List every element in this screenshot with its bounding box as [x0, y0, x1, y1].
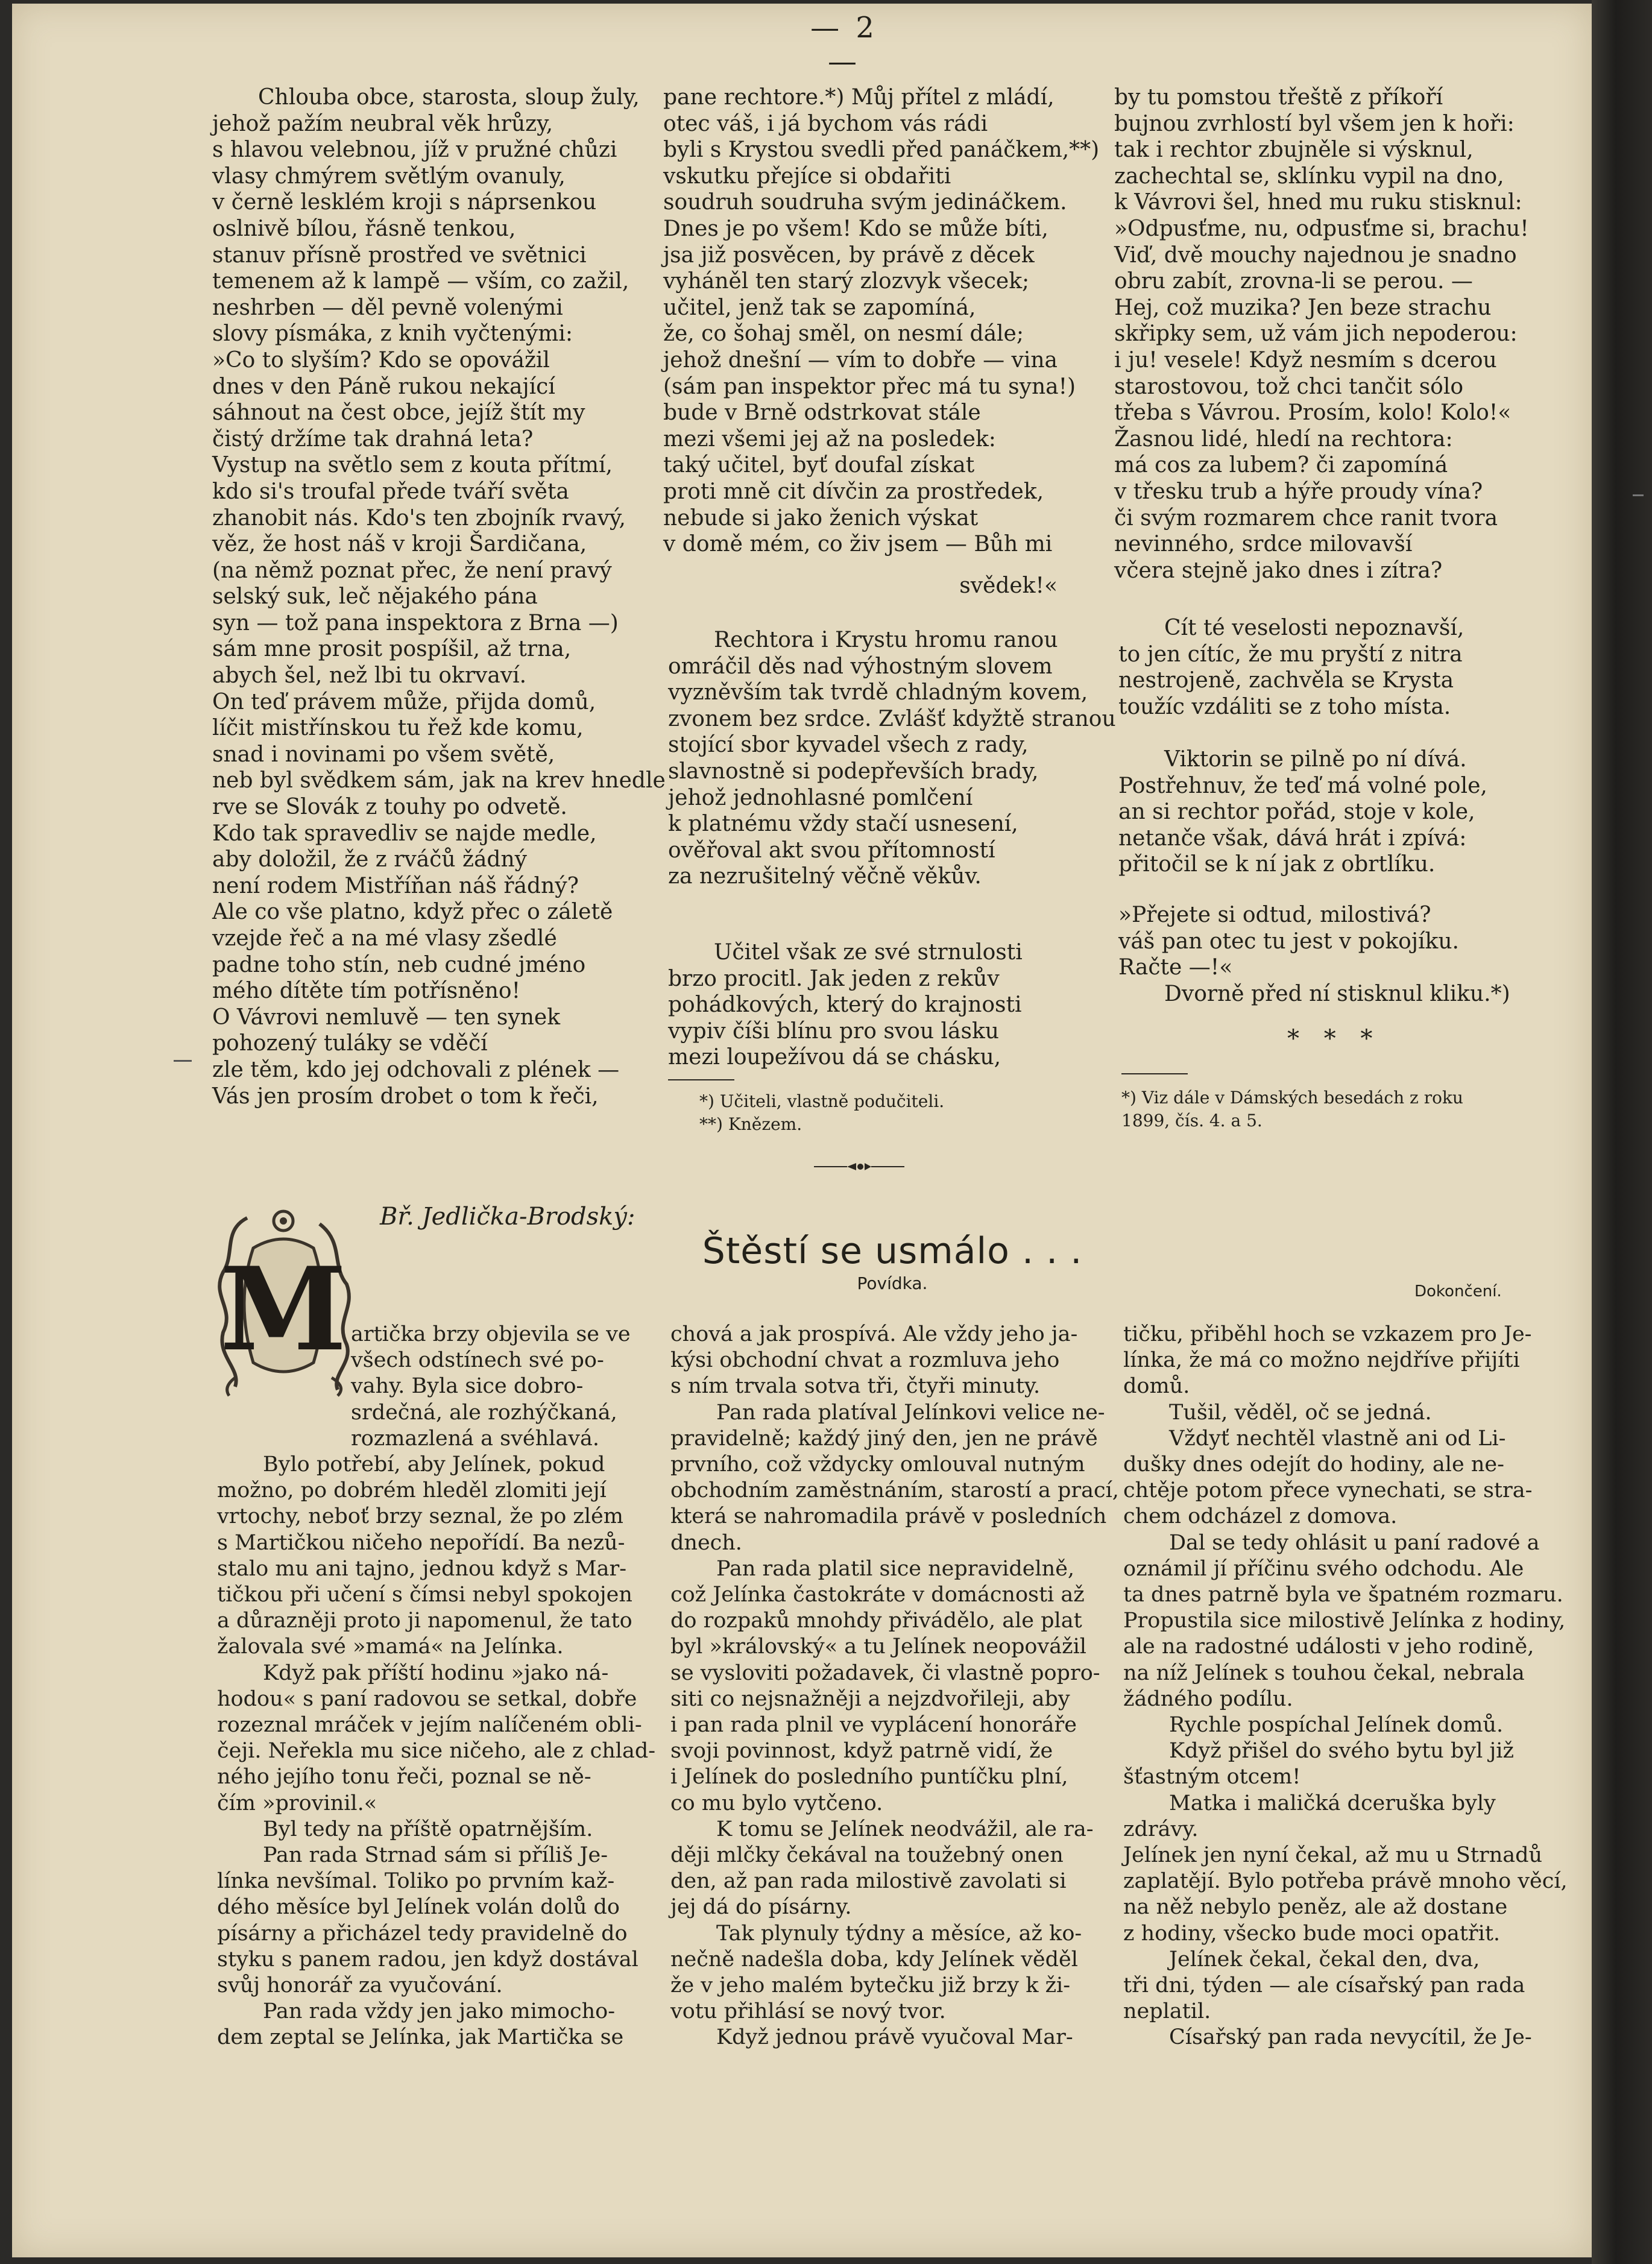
poem-column-2-footnotes — [699, 1090, 1061, 1136]
book-spine — [1592, 0, 1652, 2264]
text-line: váš pan otec tu jest v pokojíku. — [1118, 929, 1459, 954]
text-line: vypiv číši blínu pro svou lásku — [668, 1018, 999, 1044]
text-line: jehož pažím neubral věk hrůzy, — [212, 111, 553, 136]
text-line: jsa již posvěcen, by právě z děcek — [663, 242, 1035, 268]
text-line: stanuv přísně prostřed ve světnici — [212, 242, 587, 268]
text-line: žalovala své »mamá« na Jelínka. — [217, 1635, 564, 1659]
text-line: stojící sbor kyvadel všech z rady, — [668, 733, 1029, 758]
poem-column-2-end-word: svědek!« — [959, 573, 1058, 598]
text-line: na níž Jelínek s touhou čekal, nebrala — [1123, 1660, 1525, 1685]
text-line: včera stejně jako dnes i zítra? — [1114, 558, 1443, 583]
text-line: pohozený tuláky se vděčí — [212, 1031, 488, 1056]
text-line: ději mlčky čekával na toužebný onen — [670, 1843, 1064, 1868]
text-line: do rozpaků mnohdy přivádělo, ale plat — [670, 1609, 1082, 1633]
text-line: čím »provinil.« — [217, 1791, 377, 1815]
text-line: dem zeptal se Jelínka, jak Martička se — [217, 2025, 624, 2050]
poem-column-3-part-1 — [1114, 84, 1548, 584]
text-line: Císařský pan rada nevycítil, že Je- — [1169, 2025, 1532, 2050]
text-line: vzejde řeč a na mé vlasy zšedlé — [212, 926, 557, 951]
text-line: i Jelínek do posledního puntíčku plní, — [670, 1765, 1068, 1789]
text-line: padne toho stín, neb cudné jméno — [212, 952, 586, 977]
text-line: pane rechtore.*) Můj přítel z mládí, — [663, 85, 1055, 110]
text-line: mého dítěte tím potřísněno! — [212, 979, 521, 1004]
text-line: skřipky sem, už vám jich nepoderou: — [1114, 321, 1518, 347]
text-line: tak i rechtor zbujněle si výsknul, — [1114, 137, 1474, 163]
text-line: Když přišel do svého bytu byl již — [1169, 1739, 1514, 1764]
text-line: dého měsíce byl Jelínek volán dolů do — [217, 1895, 620, 1920]
text-line: slavnostně si podepřevších brady, — [668, 758, 1039, 784]
text-line: a důrazněji proto ji napomenul, že tato — [217, 1609, 632, 1633]
text-line: věz, že host náš v kroji Šardičana, — [212, 532, 587, 557]
text-line: Bylo potřebí, aby Jelínek, pokud — [263, 1452, 605, 1477]
text-line: (sám pan inspektor přec má tu syna!) — [663, 374, 1076, 399]
text-line: Hej, což muzika? Jen beze strachu — [1114, 295, 1492, 320]
text-line: oznámil jí příčinu svého odchodu. Ale — [1123, 1556, 1524, 1581]
text-line: v domě mém, co živ jsem — Bůh mi — [663, 532, 1053, 557]
text-line: nevinného, srdce milovavší — [1114, 532, 1413, 557]
text-line: s hlavou velebnou, jíž v pružné chůzi — [212, 137, 617, 163]
text-line: zvonem bez srdce. Zvlášť kdyžtě stranou — [668, 706, 1116, 731]
text-line: Kdo tak spravedliv se najde medle, — [212, 821, 597, 846]
text-line: »Co to slyším? Kdo se opovážil — [212, 347, 550, 373]
poem-column-3-part-3 — [1118, 746, 1553, 878]
footnote-rule-col2 — [668, 1079, 734, 1080]
text-line: k Vávrovi šel, hned mu ruku stisknul: — [1114, 190, 1522, 215]
text-line: Dal se tedy ohlásit u paní radové a — [1169, 1530, 1540, 1555]
text-line: byl »královský« a tu Jelínek neopovážil — [670, 1635, 1086, 1659]
text-line: Matka i maličká dceruška byly — [1169, 1791, 1496, 1815]
text-line: votu přihlásí se nový tvor. — [670, 1999, 946, 2024]
text-line: bude v Brně odstrkovat stále — [663, 400, 981, 426]
story-column-1-opening — [351, 1322, 640, 1452]
text-line: neplatil. — [1123, 1999, 1211, 2024]
story-title: Štěstí se usmálo . . . — [702, 1230, 1083, 1272]
text-line: pravidelně; každý jiný den, jen ne právě — [670, 1426, 1098, 1451]
text-line: Rychle pospíchal Jelínek domů. — [1169, 1713, 1504, 1738]
poem-column-3-part-4 — [1118, 902, 1553, 1007]
text-line: má cos za lubem? či zapomíná — [1114, 453, 1448, 478]
text-line: Cít té veselosti nepoznavší, — [1164, 616, 1464, 640]
story-column-3 — [1123, 1322, 1568, 2051]
text-line: toužíc vzdáliti se z toho místa. — [1118, 694, 1451, 719]
text-line: Pan rada platil sice nepravidelně, — [716, 1556, 1075, 1581]
text-line: že v jeho malém bytečku již brzy k ži- — [670, 1973, 1071, 1998]
text-line: Viktorin se pilně po ní dívá. — [1164, 747, 1467, 772]
text-line: Propustila sice milostivě Jelínka z hodiny, — [1123, 1609, 1566, 1633]
text-line: den, až pan rada milostivě zavolati si — [670, 1869, 1067, 1894]
text-line: pohádkových, který do krajnosti — [668, 992, 1022, 1018]
text-line: nečně nadešla doba, kdy Jelínek věděl — [670, 1947, 1078, 1972]
text-line: s Martičkou ničeho nepořídí. Ba nezů- — [217, 1530, 625, 1555]
text-line: přitočil se k ní jak z obrtlíku. — [1118, 852, 1436, 877]
text-line: jehož jednohlasné pomlčení — [668, 785, 973, 810]
text-line: byli s Krystou svedli před panáčkem,**) — [663, 137, 1100, 163]
text-line: že, co šohaj směl, on nesmí dále; — [663, 321, 1024, 347]
text-line: vyzněvším tak tvrdě chladným kovem, — [668, 680, 1088, 705]
text-line: selský suk, leč nějakého pána — [212, 584, 538, 610]
text-line: *) Učiteli, vlastně podučiteli. — [699, 1091, 945, 1111]
text-line: Pan rada vždy jen jako mimocho- — [263, 1999, 616, 2024]
text-line: svoji povinnost, když patrně vidí, že — [670, 1739, 1053, 1764]
text-line: vyháněl ten starý zlozvyk všecek; — [663, 269, 1030, 294]
text-line: možno, po dobrém hleděl zlomiti její — [217, 1478, 607, 1503]
text-line: třeba s Vávrou. Prosím, kolo! Kolo!« — [1114, 400, 1512, 426]
text-line: Jelínek čekal, čekal den, dva, — [1169, 1947, 1480, 1972]
text-line: Dvorně před ní stisknul kliku.*) — [1164, 981, 1510, 1006]
text-line: abych šel, než lbi tu okrvaví. — [212, 663, 527, 689]
text-line: hodou« s paní radovou se setkal, dobře — [217, 1686, 637, 1711]
text-line: Žasnou lidé, hledí na rechtora: — [1114, 426, 1453, 452]
text-line: není rodem Mistříňan náš řádný? — [212, 873, 579, 898]
text-line: ověřoval akt svou přítomností — [668, 837, 995, 863]
text-line: srdečná, ale rozhýčkaná, — [351, 1400, 617, 1425]
text-line: Vždyť nechtěl vlastně ani od Li- — [1169, 1426, 1506, 1451]
text-line: která se nahromadila právě v posledních — [670, 1504, 1107, 1529]
text-line: On teď právem může, přijda domů, — [212, 689, 596, 714]
text-line: jehož dnešní — vím to dobře — vina — [663, 347, 1058, 373]
text-line: rozmazlená a svéhlavá. — [351, 1426, 599, 1451]
text-line: dnech. — [670, 1530, 742, 1555]
text-line: oslnivě bílou, řásně tenkou, — [212, 216, 516, 241]
text-line: línka nevšímal. Toliko po prvním kaž- — [217, 1869, 615, 1894]
text-line: Chlouba obce, starosta, sloup žuly, — [258, 85, 640, 110]
text-line: zachechtal se, sklínku vypil na dno, — [1114, 163, 1504, 189]
text-line: otec váš, i já bychom vás rádi — [663, 111, 988, 136]
margin-mark — [174, 1060, 192, 1062]
text-line: žádného podílu. — [1123, 1686, 1293, 1711]
initial-letter: M — [219, 1242, 347, 1376]
text-line: chtěje potom přece vynechati, se stra- — [1123, 1478, 1533, 1503]
text-line: z hodiny, všecko bude moci opatřit. — [1123, 1921, 1501, 1946]
text-line: Vás jen prosím drobet o tom k řeči, — [212, 1083, 599, 1109]
text-line: (na němž poznat přec, že není pravý — [212, 558, 612, 583]
text-line: styku s panem radou, jen když dostával — [217, 1947, 638, 1972]
text-line: bujnou zvrhlostí byl všem jen k hoři: — [1114, 111, 1515, 136]
text-line: ta dnes patrně byla ve špatném rozmaru. — [1123, 1583, 1563, 1607]
text-line: tři dni, týden — ale císařský pan rada — [1123, 1973, 1525, 1998]
text-line: snad i novinami po všem světě, — [212, 742, 555, 767]
footnote-rule-col3 — [1121, 1073, 1188, 1074]
text-line: což Jelínka častokráte v domácnosti až — [670, 1583, 1085, 1607]
text-line: písárny a přicházel tedy pravidelně do — [217, 1921, 628, 1946]
text-line: syn — tož pana inspektora z Brna —) — [212, 610, 619, 635]
story-column-2 — [670, 1322, 1119, 2051]
section-stars: * * * — [1287, 1025, 1381, 1053]
text-line: Jelínek jen nyní čekal, až mu u Strnadů — [1123, 1843, 1543, 1868]
text-line: se vysloviti požadavek, či vlastně popro- — [670, 1660, 1100, 1685]
text-line: Tak plynuly týdny a měsíce, až ko- — [716, 1921, 1082, 1946]
text-line: zdrávy. — [1123, 1817, 1199, 1841]
poem-column-3-part-2 — [1118, 615, 1553, 720]
text-line: Rechtora i Krystu hromu ranou — [714, 628, 1058, 652]
text-line: i ju! vesele! Když nesmím s dcerou — [1114, 347, 1497, 373]
text-line: by tu pomstou třeště z příkoří — [1114, 85, 1443, 110]
text-line: zhanobit nás. Kdo's ten zbojník rvavý, — [212, 505, 626, 531]
text-line: Vystup na světlo sem z kouta přítmí, — [212, 453, 613, 478]
text-line: dušky dnes odejít do hodiny, ale ne- — [1123, 1452, 1504, 1477]
text-line: sám mne prosit pospíšil, až trna, — [212, 637, 572, 662]
text-line: vskutku přejíce si obdařiti — [663, 163, 951, 189]
text-line: či svým rozmarem chce ranit tvora — [1114, 505, 1498, 531]
text-line: Tušil, věděl, oč se jedná. — [1169, 1400, 1432, 1425]
text-line: Pan rada platíval Jelínkovi velice ne- — [716, 1400, 1105, 1425]
text-line: omráčil děs nad výhostným slovem — [668, 654, 1053, 679]
text-line: mezi loupežívou dá se chásku, — [668, 1045, 1001, 1070]
text-line: neshrben — děl pevně volenými — [212, 295, 563, 320]
story-subtitle: Povídka. — [857, 1273, 928, 1293]
text-line: stalo mu ani tajno, jednou když s Mar- — [217, 1556, 627, 1581]
text-line: tičkou při učení s čímsi nebyl spokojen — [217, 1583, 632, 1607]
text-line: chem odcházel z domova. — [1123, 1504, 1398, 1529]
text-line: kdo si's troufal přede tváří světa — [212, 479, 569, 504]
text-line: ale na radostné události v jeho rodině, — [1123, 1635, 1534, 1659]
poem-column-1 — [212, 84, 666, 1109]
text-line: učitel, jenž tak se zapomíná, — [663, 295, 976, 320]
text-line: i pan rada plnil ve vyplácení honoráře — [670, 1713, 1077, 1738]
text-line: Ale co vše platno, když přec o záletě — [212, 900, 613, 925]
margin-mark — [1633, 494, 1644, 496]
text-line: K tomu se Jelínek neodvážil, ale ra- — [716, 1817, 1094, 1841]
text-line: rozeznal mráček v jejím nalíčeném obli- — [217, 1713, 642, 1738]
text-line: Dnes je po všem! Kdo se může bíti, — [663, 216, 1048, 241]
text-line: to jen cítíc, že mu pryští z nitra — [1118, 642, 1463, 667]
text-line: mezi všemi jej až na posledek: — [663, 426, 996, 452]
poem-column-2-part-2 — [668, 627, 1116, 890]
text-line: aby doložil, že z rváčů žádný — [212, 847, 527, 872]
text-line: soudruh soudruha svým jedináčkem. — [663, 190, 1067, 215]
story-column-1 — [217, 1452, 656, 2051]
text-line: Račte —!« — [1118, 955, 1233, 980]
decorative-initial — [211, 1206, 356, 1399]
story-continuation-note: Dokončení. — [1414, 1282, 1502, 1301]
text-line: Byl tedy na příště opatrnějším. — [263, 1817, 593, 1841]
text-line: na něž nebylo peněz, ale až dostane — [1123, 1895, 1508, 1920]
story-author: Bř. Jedlička-Brodský: — [380, 1203, 635, 1231]
text-line: brzo procitl. Jak jeden z rekův — [668, 966, 1000, 991]
poem-column-2-part-1 — [663, 84, 1100, 558]
poem-column-3-footnote — [1121, 1086, 1556, 1132]
text-line: zle těm, kdo jej odchovali z plének — — [212, 1057, 620, 1082]
text-line: k platnému vždy stačí usnesení, — [668, 812, 1018, 837]
text-line: Když jednou právě vyučoval Mar- — [716, 2025, 1073, 2050]
text-line: starostovou, tož chci tančit sólo — [1114, 374, 1464, 399]
text-line: **) Knězem. — [699, 1114, 802, 1134]
text-line: vrtochy, neboť brzy seznal, že po zlém — [217, 1504, 623, 1529]
text-line: jej dá do písárny. — [670, 1895, 852, 1920]
text-line: nestrojeně, zachvěla se Krysta — [1118, 668, 1454, 693]
text-line: temenem až k lampě — vším, co zažil, — [212, 269, 629, 294]
text-line: všech odstínech své po- — [351, 1348, 604, 1373]
text-line: Učitel však ze své strnulosti — [714, 940, 1023, 965]
text-line: nebude si jako ženich výskat — [663, 505, 979, 531]
text-line: slovy písmáka, z knih vyčtenými: — [212, 321, 573, 347]
text-line: kýsi obchodní chvat a rozmluva jeho — [670, 1348, 1060, 1373]
text-line: prvního, což vždycky omlouval nutným — [670, 1452, 1085, 1477]
text-line: *) Viz dále v Dámských besedách z roku — [1121, 1088, 1463, 1108]
text-line: dnes v den Páně rukou nekající — [212, 374, 555, 399]
text-line: čistý držíme tak drahná leta? — [212, 426, 534, 452]
text-line: »Přejete si odtud, milostivá? — [1118, 903, 1431, 927]
text-line: co mu bylo vytčeno. — [670, 1791, 883, 1815]
text-line: an si rechtor pořád, stoje v kole, — [1118, 799, 1475, 825]
text-line: sáhnout na čest obce, jejíž štít my — [212, 400, 585, 426]
text-line: chová a jak prospívá. Ale vždy jeho ja- — [670, 1322, 1078, 1346]
text-line: šťastným otcem! — [1123, 1765, 1301, 1789]
text-line: čeji. Neřekla mu sice ničeho, ale z chlad- — [217, 1739, 656, 1764]
text-line: O Vávrovi nemluvě — ten synek — [212, 1004, 561, 1030]
text-line: Postřehnuv, že teď má volné pole, — [1118, 773, 1487, 798]
text-line: s ním trvala sotva tři, čtyři minuty. — [670, 1374, 1041, 1399]
ornament-divider — [814, 1161, 904, 1173]
text-line: obchodním zaměstnáním, starostí a prací, — [670, 1478, 1119, 1503]
text-line: proti mně cit dívčin za prostředek, — [663, 479, 1044, 504]
text-line: vahy. Byla sice dobro- — [351, 1374, 584, 1399]
text-line: rve se Slovák z touhy po odvetě. — [212, 795, 567, 820]
page-number: — 2 — — [810, 11, 878, 78]
text-line: Viď, dvě mouchy najednou je snadno — [1114, 242, 1517, 268]
text-line: 1899, čís. 4. a 5. — [1121, 1111, 1263, 1130]
text-line: taký učitel, byť doufal získat — [663, 453, 975, 478]
text-line: artička brzy objevila se ve — [351, 1322, 631, 1346]
text-line: obru zabít, zrovna-li se perou. — — [1114, 269, 1473, 294]
text-line: netanče však, dává hrát i zpívá: — [1118, 825, 1467, 851]
text-line: za nezrušitelný věčně věkův. — [668, 864, 982, 889]
text-line: línka, že má co možno nejdříve přijíti — [1123, 1348, 1520, 1373]
text-line: v třesku trub a hýře proudy vína? — [1114, 479, 1483, 504]
text-line: Pan rada Strnad sám si příliš Je- — [263, 1843, 608, 1868]
text-line: ného jejího tonu řeči, poznal se ně- — [217, 1765, 591, 1789]
text-line: domů. — [1123, 1374, 1190, 1399]
poem-column-2-part-3 — [668, 939, 1102, 1071]
text-line: svůj honorář za vyučování. — [217, 1973, 503, 1998]
text-line: zaplatějí. Bylo potřeba právě mnoho věcí, — [1123, 1869, 1568, 1894]
text-line: neb byl svědkem sám, jak na krev hnedle — [212, 768, 666, 793]
text-line: siti co nejsnažněji a nejzdvořileji, aby — [670, 1686, 1070, 1711]
text-line: »Odpusťme, nu, odpusťme si, brachu! — [1114, 216, 1529, 241]
text-line: v černě lesklém kroji s náprsenkou — [212, 190, 597, 215]
text-line: líčit mistřínskou tu řež kde komu, — [212, 716, 584, 741]
text-line: Když pak příští hodinu »jako ná- — [263, 1660, 609, 1685]
text-line: vlasy chmýrem světlým ovanuly, — [212, 163, 566, 189]
text-line: tičku, přiběhl hoch se vzkazem pro Je- — [1123, 1322, 1532, 1346]
